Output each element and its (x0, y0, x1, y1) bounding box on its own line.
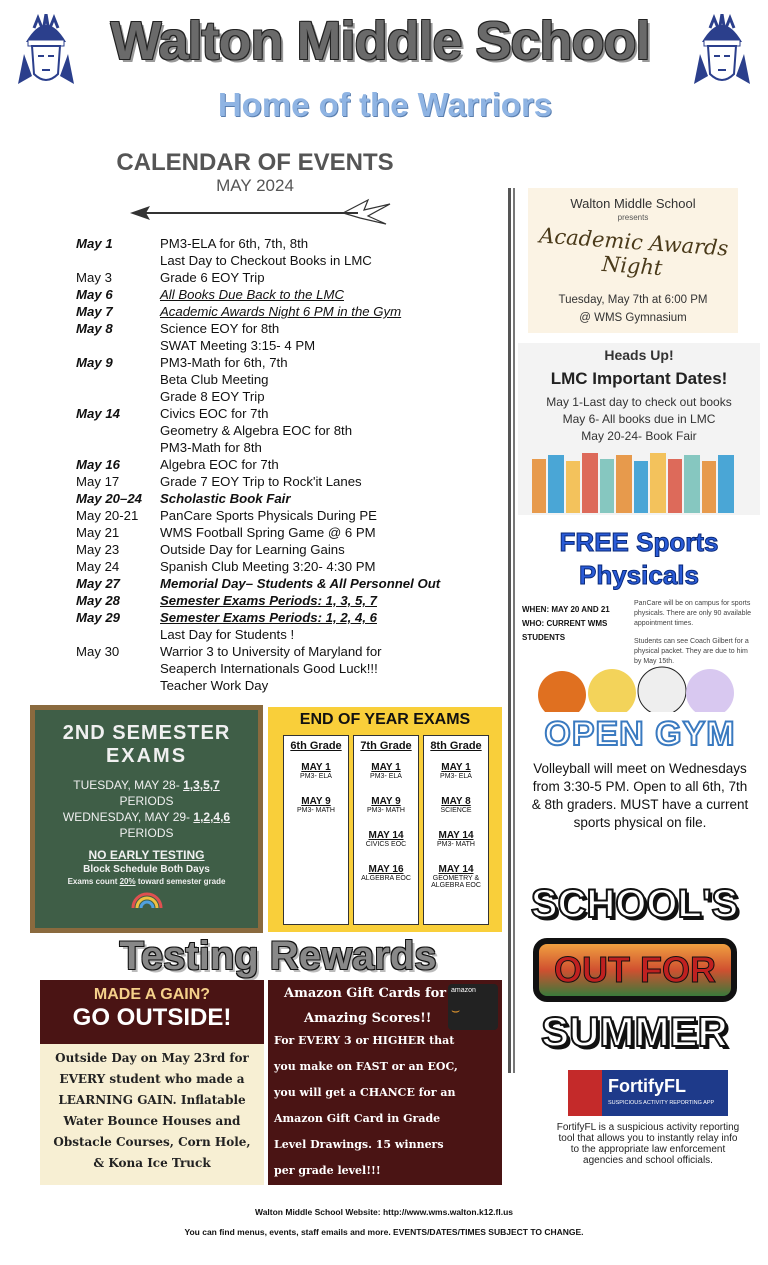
sports-info-1: PanCare will be on campus for sports physicals. There are only 90 available appointment times. (634, 600, 751, 627)
semester-no-early: NO EARLY TESTING (88, 848, 205, 862)
awards-night-flyer (528, 188, 738, 333)
website-link[interactable]: http://www.wms.walton.k12.fl.us (382, 1207, 514, 1217)
calendar-month: MAY 2024 (216, 176, 294, 195)
semester-count: Exams count 20% toward semester grade (67, 877, 226, 886)
sports-who: WHO: CURRENT WMS STUDENTS (522, 619, 608, 642)
gym-title: OPEN GYM (544, 715, 736, 753)
made-a-gain-flyer (40, 980, 264, 1185)
warrior-mascot-icon-right (690, 14, 754, 92)
awards-presents: presents (617, 213, 649, 222)
gain-text: Outside Day on May 23rd for EVERY student who made a LEARNING GAIN. Inflatable Water Bounce Houses and Obstacle Courses, Corn Hole, & Kona Ice Truck (53, 1051, 251, 1170)
open-gym-flyer (525, 715, 755, 870)
school-subtitle: Home of the Warriors (217, 86, 553, 123)
lmc-heads-up: Heads Up! (604, 347, 674, 363)
amazon-title-1: Amazon Gift Cards for (284, 986, 447, 1001)
awards-event: Academic Awards Night (538, 223, 730, 281)
fortifyfl-logo: FortifyFL SUSPICIOUS ACTIVITY REPORTING APP (568, 1070, 728, 1116)
lmc-line1: May 1-Last day to check out books (546, 395, 732, 409)
summer-line3: SUMMER (541, 1008, 728, 1055)
sports-physicals-flyer (518, 525, 760, 712)
amazon-text: For EVERY 3 or HIGHER that you make on FAST or an EOC, you will get a CHANCE for an Amazon Gift Card in Grade Level Drawings. 15 winners per grade level!!! (274, 1034, 458, 1177)
eoy-title: END OF YEAR EXAMS (299, 711, 471, 728)
semester-title-1: 2ND SEMESTER (62, 722, 231, 744)
fortifyfl-text: FortifyFL is a suspicious activity reporting tool that allows you to instantly relay info to the appropriate law enforcement agencies and school officials. (556, 1122, 740, 1166)
amazon-card-icon: amazon ⌣ (448, 984, 498, 1030)
sports-info-2: Students can see Coach Gilbert for a physical packet. They are due to him by May 15th. (634, 638, 749, 665)
sports-balls-icon (538, 665, 738, 712)
awards-where: @ WMS Gymnasium (579, 312, 687, 324)
eoy-column-6th: 6th Grade MAY 1 PM3- ELA MAY 9 PM3- MATH (283, 735, 349, 925)
end-of-year-exams (268, 707, 502, 932)
column-divider (508, 188, 515, 1073)
gain-question: MADE A GAIN? (93, 986, 211, 1003)
sports-when: WHEN: MAY 20 AND 21 (522, 605, 610, 614)
school-title: Walton Middle School (110, 11, 650, 71)
sports-title-2: Physicals (579, 560, 699, 590)
lmc-dates-flyer (518, 343, 760, 515)
semester-tuesday: TUESDAY, MAY 28- 1,3,5,7 (73, 778, 220, 792)
footer-note: You can find menus, events, staff emails and more. EVENTS/DATES/TIMES SUBJECT TO CHANGE. (184, 1227, 584, 1237)
summer-line1: SCHOOL'S (530, 882, 739, 926)
gym-text: Volleyball will meet on Wednesdays from 3:30-5 PM. Open to all 6th, 7th & 8th graders. MUST have a current sports physical on file. (531, 761, 749, 830)
amazon-title-2: Amazing Scores!! (304, 1011, 432, 1026)
gain-go-outside: GO OUTSIDE! (72, 1004, 232, 1031)
semester-periods-1: PERIODS (119, 794, 174, 808)
awards-when: Tuesday, May 7th at 6:00 PM (558, 294, 708, 306)
testing-rewards-title: Testing Rewards (119, 934, 437, 978)
awards-school: Walton Middle School (570, 196, 696, 211)
semester-title-2: EXAMS (105, 745, 188, 767)
amazon-gift-card-flyer (268, 980, 502, 1185)
semester-exams-board (30, 705, 263, 933)
rainbow-icon (127, 890, 167, 910)
books-icon (532, 453, 746, 513)
schools-out-graphic (527, 882, 742, 1067)
eoy-column-7th: 7th Grade MAY 1 PM3- ELA MAY 9 PM3- MATH MAY 14 CIVICS EOC MAY 16 ALGEBRA EOC (353, 735, 419, 925)
sports-title-1: FREE Sports (559, 527, 719, 557)
semester-block: Block Schedule Both Days (83, 864, 210, 875)
semester-wednesday: WEDNESDAY, MAY 29- 1,2,4,6 (62, 810, 231, 824)
footer-website: Walton Middle School Website: http://www.wms.walton.k12.fl.us (254, 1207, 514, 1217)
semester-periods-2: PERIODS (119, 826, 174, 840)
fortifyfl-notice (548, 1070, 748, 1185)
lmc-line3: May 20-24- Book Fair (581, 429, 697, 443)
calendar-heading: CALENDAR OF EVENTS (116, 149, 394, 176)
lmc-title: LMC Important Dates! (550, 369, 728, 388)
eoy-column-8th: 8th Grade MAY 1 PM3- ELA MAY 8 SCIENCE MAY 14 PM3- MATH MAY 14 GEOMETRY & ALGEBRA EOC (423, 735, 489, 925)
summer-line2: OUT FOR (533, 938, 737, 1002)
megaphone-icon (568, 1070, 602, 1116)
arrow-icon (128, 198, 393, 228)
lmc-line2: May 6- All books due in LMC (562, 412, 716, 426)
warrior-mascot-icon-left (14, 14, 78, 92)
